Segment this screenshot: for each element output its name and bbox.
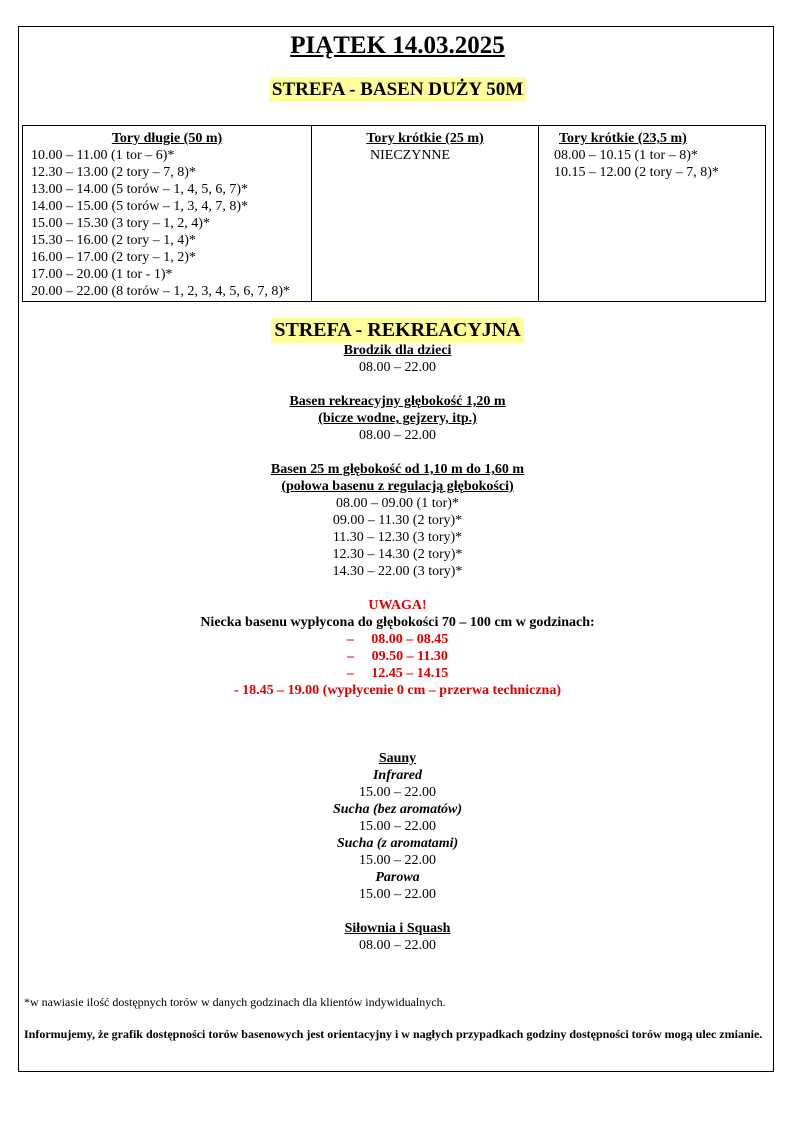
lane-slot: 10.00 – 11.00 (1 tor – 6)* [31, 148, 175, 163]
saunas-title: Sauny [378, 751, 417, 766]
zone-pool-title: STREFA - BASEN DUŻY 50M [269, 77, 526, 102]
sauna-hours: 15.00 – 22.00 [359, 785, 436, 800]
lane-slot: 14.00 – 15.00 (5 torów – 1, 3, 4, 7, 8)* [31, 199, 248, 214]
sauna-hours: 15.00 – 22.00 [359, 887, 436, 902]
closed-status: NIECZYNNE [370, 148, 451, 163]
sauna-name: Sucha (bez aromatów) [332, 802, 463, 817]
short-lanes-25-header: Tory krótkie (25 m) [366, 131, 484, 146]
lane-slot: 08.00 – 10.15 (1 tor – 8)* [554, 148, 698, 163]
lane-slot: 15.30 – 16.00 (2 tory – 1, 4)* [31, 233, 196, 248]
rec-pool-hours: 08.00 – 22.00 [359, 428, 436, 443]
sauna-name: Parowa [375, 870, 420, 885]
lane-slot: 15.00 – 15.30 (3 tory – 1, 2, 4)* [31, 216, 210, 231]
long-lanes-cell [23, 126, 312, 302]
kids-pool-name: Brodzik dla dzieci [343, 343, 452, 358]
zone-rec-title: STREFA - REKREACYJNA [271, 318, 523, 343]
notice: Informujemy, że grafik dostępności torów basenowych jest orientacyjny i w nagłych przypadkach godziny dostępności torów mogą ulec zmianie. [24, 1027, 763, 1041]
pool25-name: Basen 25 m głębokość od 1,10 m do 1,60 m [270, 462, 525, 477]
short-lanes-23-header: Tory krótkie (23,5 m) [559, 131, 687, 146]
short-lanes-25-cell [312, 126, 539, 302]
lane-slot: 12.30 – 13.00 (2 tory – 7, 8)* [31, 165, 196, 180]
lanes-table [22, 125, 766, 302]
rec-pool-subtitle: (bicze wodne, gejzery, itp.) [318, 411, 477, 426]
sauna-name: Sucha (z aromatami) [336, 836, 459, 851]
sauna-name: Infrared [372, 768, 422, 783]
footnote: *w nawiasie ilość dostępnych torów w danych godzinach dla klientów indywidualnych. [24, 995, 446, 1009]
pool25-slot: 12.30 – 14.30 (2 tory)* [332, 547, 463, 562]
warning-time: – 09.50 – 11.30 [347, 649, 448, 664]
page-title: PIĄTEK 14.03.2025 [290, 32, 505, 59]
pool25-slot: 14.30 – 22.00 (3 tory)* [332, 564, 463, 579]
short-lanes-23-cell [539, 126, 766, 302]
warning-time: – 08.00 – 08.45 [346, 632, 449, 647]
warning-title: UWAGA! [368, 598, 427, 613]
sauna-hours: 15.00 – 22.00 [359, 819, 436, 834]
warning-text: Niecka basenu wypłycona do głębokości 70 – 100 cm w godzinach: [200, 615, 595, 630]
pool25-slot: 11.30 – 12.30 (3 tory)* [332, 530, 463, 545]
lane-slot: 10.15 – 12.00 (2 tory – 7, 8)* [554, 165, 719, 180]
recreation-section [0, 342, 795, 954]
gym-name: Siłownia i Squash [344, 921, 451, 936]
long-lanes-header: Tory długie (50 m) [111, 131, 223, 146]
rec-pool-name: Basen rekreacyjny głębokość 1,20 m [289, 394, 506, 409]
pool25-slot: 09.00 – 11.30 (2 tory)* [332, 513, 463, 528]
lane-slot: 13.00 – 14.00 (5 torów – 1, 4, 5, 6, 7)* [31, 182, 248, 197]
zone-rec-heading [0, 318, 795, 343]
lane-slot: 20.00 – 22.00 (8 torów – 1, 2, 3, 4, 5, 6, 7, 8)* [31, 284, 290, 299]
warning-last: - 18.45 – 19.00 (wypłycenie 0 cm – przerwa techniczna) [234, 683, 561, 698]
warning-time: – 12.45 – 14.15 [346, 666, 449, 681]
kids-pool-hours: 08.00 – 22.00 [359, 360, 436, 375]
pool25-slot: 08.00 – 09.00 (1 tor)* [336, 496, 459, 511]
zone-pool-heading [0, 77, 795, 102]
lane-slot: 16.00 – 17.00 (2 tory – 1, 2)* [31, 250, 196, 265]
lane-slot: 17.00 – 20.00 (1 tor - 1)* [31, 267, 173, 282]
gym-hours: 08.00 – 22.00 [359, 938, 436, 953]
pool25-subtitle: (połowa basenu z regulacją głębokości) [281, 479, 514, 494]
sauna-hours: 15.00 – 22.00 [359, 853, 436, 868]
